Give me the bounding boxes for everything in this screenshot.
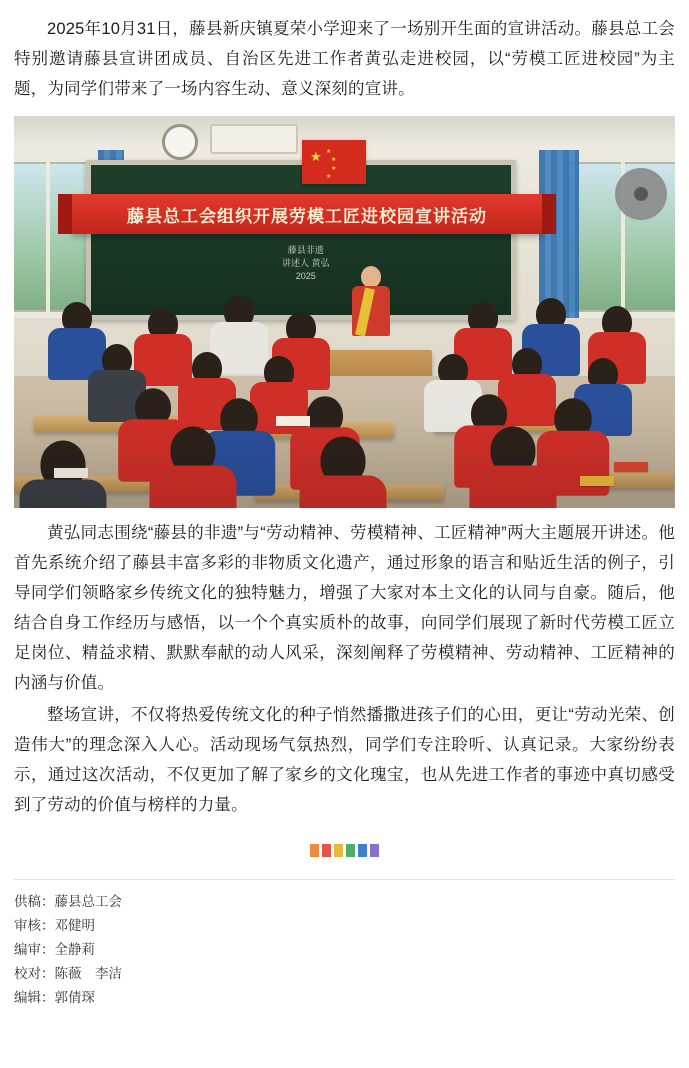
photo-curtain-right — [539, 150, 579, 318]
divider-dot-2 — [322, 844, 331, 857]
credit-editor-in-chief: 编审：全静莉 — [14, 942, 95, 957]
credit-source: 供稿：藤县总工会 — [14, 894, 122, 909]
photo-banner-text: 藤县总工会组织开展劳模工匠进校园宣讲活动 — [127, 206, 487, 226]
credit-editor: 编辑：郭倩琛 — [14, 990, 95, 1005]
credit-proofreader: 校对：陈薇 李洁 — [14, 966, 122, 981]
divider-dot-4 — [346, 844, 355, 857]
photo-national-flag — [302, 140, 366, 184]
credit-reviewer: 审核：邓健明 — [14, 918, 95, 933]
photo-speaker — [344, 266, 398, 352]
photo-chalkboard-text: 藤县非遗 讲述人 黄弘 2025 — [282, 245, 330, 281]
divider-dot-3 — [334, 844, 343, 857]
photo-air-conditioner — [210, 124, 298, 154]
decorative-divider — [14, 844, 675, 857]
photo-clock — [162, 124, 198, 160]
photo-chalkboard — [86, 160, 516, 320]
flag-star-3: ★ — [331, 166, 337, 172]
photo-red-banner — [72, 194, 542, 234]
flag-star-4: ★ — [326, 174, 332, 180]
credits-block — [14, 879, 675, 1010]
classroom-photo-illustration — [14, 116, 675, 508]
flag-star-1: ★ — [326, 149, 332, 155]
photo-vignette — [14, 418, 675, 508]
article-paragraph-1: 2025年10月31日，藤县新庆镇夏荣小学迎来了一场别开生面的宣讲活动。藤县总工会特别邀请藤县宣讲团成员、自治区先进工作者黄弘走进校园，以“劳模工匠进校园”为主题，为同学们带来了一场内容生动、意义深刻的宣讲。 — [14, 20, 675, 98]
flag-star-2: ★ — [331, 157, 337, 163]
divider-dot-1 — [310, 844, 319, 857]
photo-ceiling-fan — [615, 168, 667, 220]
flag-star-large: ★ — [310, 149, 322, 164]
article-photo — [14, 116, 675, 508]
article-paragraph-3: 整场宣讲，不仅将热爱传统文化的种子悄然播撒进孩子们的心田，更让“劳动光荣、创造伟大”的理念深入人心。活动现场气氛热烈，同学们专注聆听、认真记录。大家纷纷表示，通过这次活动，不仅更加了解了家乡的文化瑰宝，也从先进工作者的事迹中真切感受到了劳动的价值与榜样的力量。 — [14, 706, 675, 814]
divider-dot-6 — [370, 844, 379, 857]
divider-dot-5 — [358, 844, 367, 857]
article-paragraph-2: 黄弘同志围绕“藤县的非遗”与“劳动精神、劳模精神、工匠精神”两大主题展开讲述。他首先系统介绍了藤县丰富多彩的非物质文化遗产，通过形象的语言和贴近生活的例子，引导同学们领略家乡传统文化的独特魅力，增强了大家对本土文化的认同与自豪。随后，他结合自身工作经历与感悟，以一个个真实质朴的故事，向同学们展现了新时代劳模工匠立足岗位、精益求精、默默奉献的动人风采，深刻阐释了劳模精神、劳动精神、工匠精神的内涵与价值。 — [14, 524, 675, 692]
